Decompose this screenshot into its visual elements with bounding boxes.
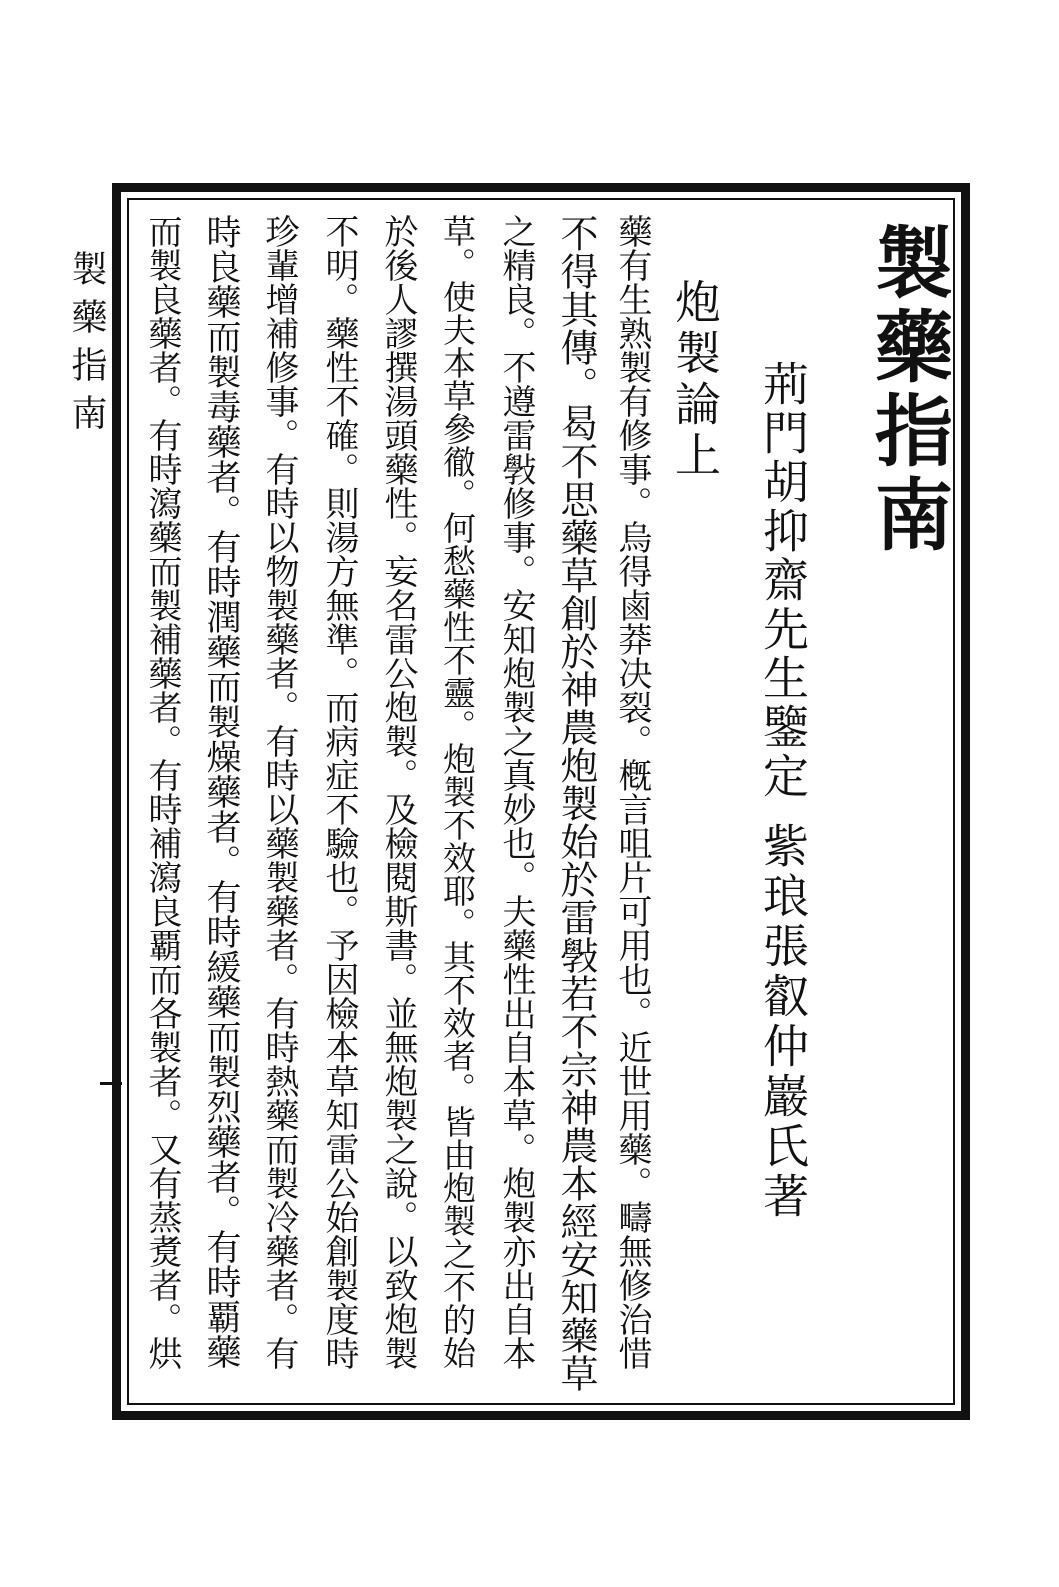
body-column-7: 珍輩增補修事。有時以物製藥者。有時以藥製藥者。有時熱藥而製冷藥者。有 xyxy=(259,214,299,1370)
body-column-2: 不得其傳。曷不思藥草創於神農炮製始於雷斅若不宗神農本經安知藥草 xyxy=(554,214,598,1392)
body-column-1: 藥有生熟製有修事。烏得鹵莽决裂。槪言咀片可用也。近世用藥。疇無修治惜 xyxy=(612,214,652,1370)
author-line: 紫琅張叡仲巖氏著 xyxy=(756,822,810,1222)
section-heading: 炮製論上 xyxy=(668,278,722,482)
body-column-5: 於後人謬撰湯頭藥性。妄名雷公炮製。及檢閱斯書。並無炮製之說。以致炮製 xyxy=(378,214,418,1370)
body-column-6: 不明。藥性不確。則湯方無準。而病症不驗也。予因檢本草知雷公始創製度時 xyxy=(319,214,359,1370)
body-column-9: 而製良藥者。有時瀉藥而製補藥者。有時補瀉良覇而各製者。又有蒸煑者。烘 xyxy=(142,214,182,1370)
body-column-3: 之精良。不遵雷斅修事。安知炮製之真妙也。夫藥性出自本草。炮製亦出自本 xyxy=(496,214,536,1370)
text-frame-inner-rule xyxy=(127,198,955,1405)
body-column-4: 草。使夫本草參徹。何愁藥性不靈。炮製不效耶。其不效者。皆由炮製之不的始 xyxy=(438,214,477,1369)
body-column-8: 時良藥而製毒藥者。有時潤藥而製燥藥者。有時緩藥而製烈藥者。有時覇藥 xyxy=(201,214,241,1369)
reviewer-line: 荊門胡抑齋先生鑒定 xyxy=(756,360,810,801)
margin-title: 製藥指南 xyxy=(66,250,107,442)
book-title: 製藥指南 xyxy=(862,222,953,558)
